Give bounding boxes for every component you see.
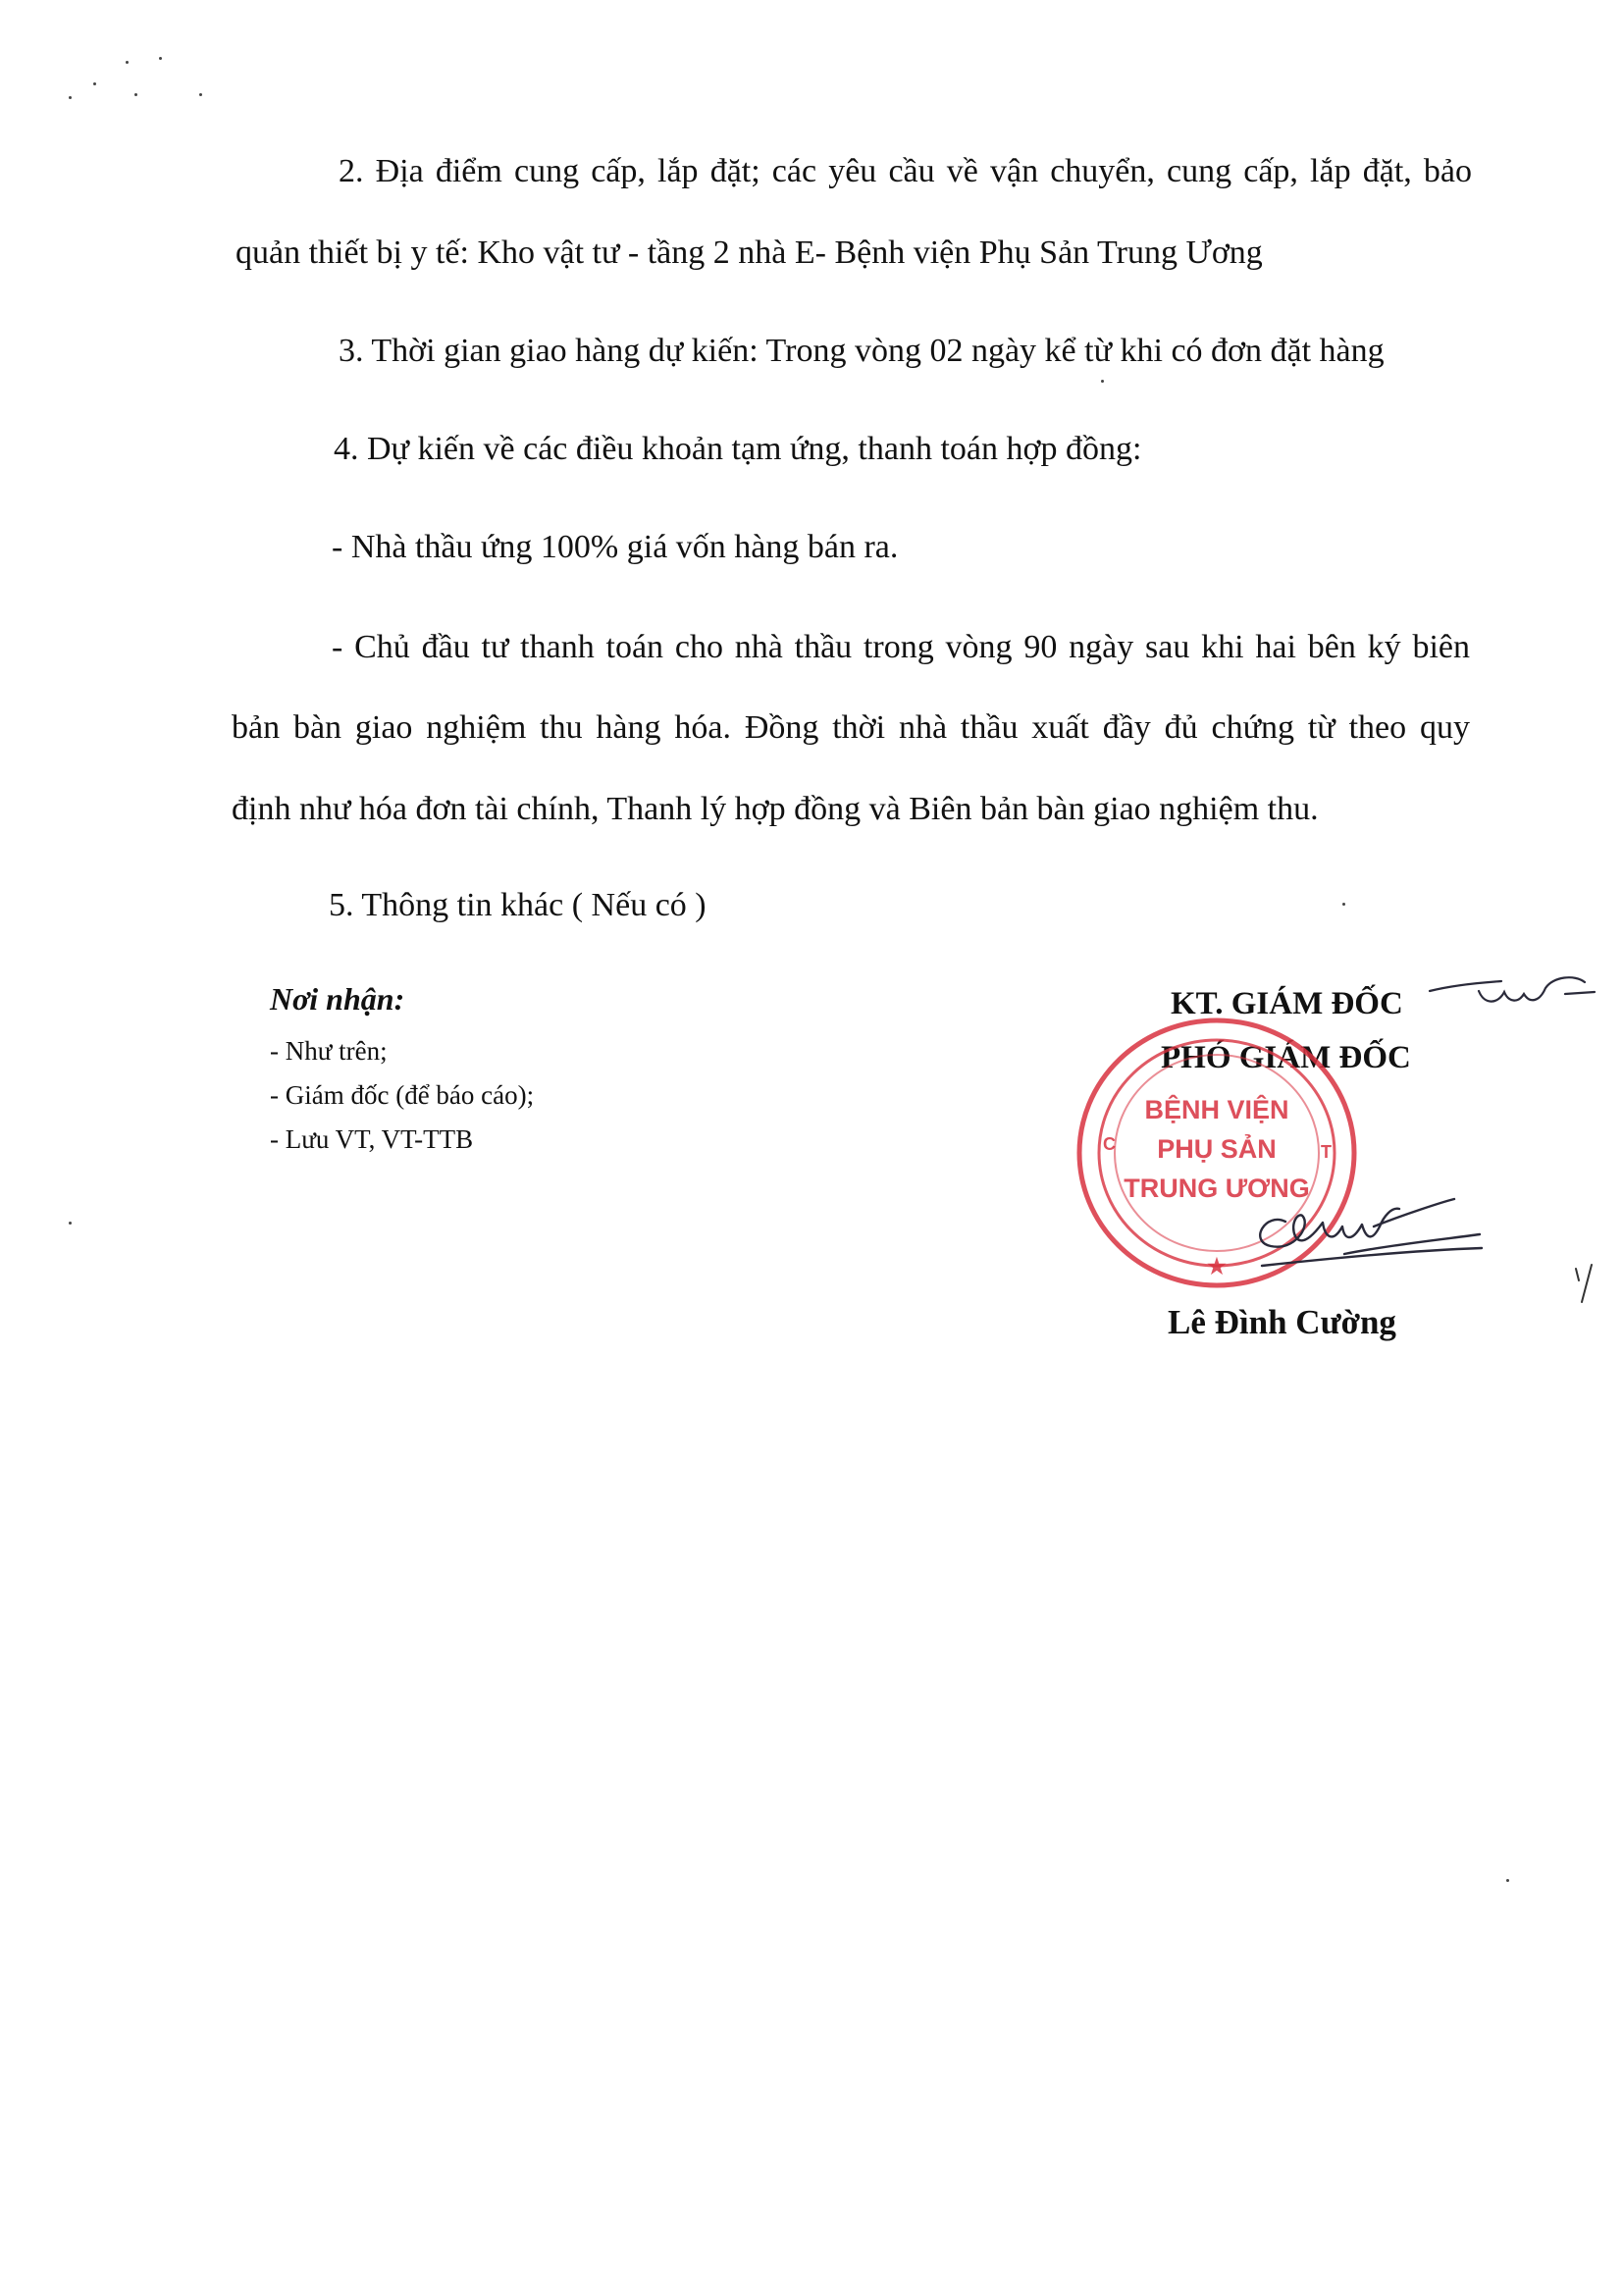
recipients-title: Nơi nhận: — [270, 981, 405, 1017]
paragraph-4-item-2-line-1: - Chủ đầu tư thanh toán cho nhà thầu trong vòng 90 ngày sau khi hai bên ký biên — [332, 629, 1470, 665]
scan-speck — [93, 82, 96, 85]
stamp-text-line-1: BỆNH VIỆN — [1144, 1095, 1289, 1124]
paragraph-2-line-1: 2. Địa điểm cung cấp, lắp đặt; các yêu cầu về vận chuyển, cung cấp, lắp đặt, bảo — [339, 153, 1472, 189]
scan-speck — [69, 96, 72, 99]
paragraph-2-line-2: quản thiết bị y tế: Kho vật tư - tầng 2 nhà E- Bệnh viện Phụ Sản Trung Ương — [236, 235, 1263, 271]
recipient-item: - Như trên; — [270, 1036, 388, 1066]
paragraph-3: 3. Thời gian giao hàng dự kiến: Trong vòng 02 ngày kể từ khi có đơn đặt hàng — [339, 333, 1385, 369]
stamp-text-line-2: PHỤ SẢN — [1157, 1134, 1277, 1164]
stamp-star-icon: ★ — [1207, 1254, 1227, 1278]
handwritten-signature — [1227, 1148, 1501, 1285]
paragraph-4-item-2-line-3: định như hóa đơn tài chính, Thanh lý hợp đồng và Biên bản bàn giao nghiệm thu. — [232, 791, 1319, 827]
paragraph-4-item-2-line-2: bản bàn giao nghiệm thu hàng hóa. Đồng thời nhà thầu xuất đầy đủ chứng từ theo quy — [232, 709, 1470, 746]
signer-name: Lê Đình Cường — [1168, 1303, 1396, 1341]
stamp-side-mark: T — [1321, 1142, 1332, 1162]
paragraph-5: 5. Thông tin khác ( Nếu có ) — [329, 887, 707, 923]
scan-speck — [126, 61, 129, 64]
paragraph-4-item-1: - Nhà thầu ứng 100% giá vốn hàng bán ra. — [332, 529, 899, 565]
paraph-mark — [1428, 966, 1599, 1016]
paragraph-4: 4. Dự kiến về các điều khoản tạm ứng, thanh toán hợp đồng: — [334, 431, 1142, 467]
signer-title-line-2: PHÓ GIÁM ĐỐC — [1161, 1040, 1411, 1075]
scan-speck — [199, 93, 202, 96]
stamp-text-line-3: TRUNG ƯƠNG — [1124, 1174, 1310, 1203]
scan-speck — [1342, 903, 1345, 906]
scan-speck — [1101, 380, 1104, 383]
scan-speck — [69, 1222, 72, 1225]
recipient-item: - Giám đốc (để báo cáo); — [270, 1080, 535, 1110]
signer-title-line-1: KT. GIÁM ĐỐC — [1171, 986, 1403, 1021]
margin-mark — [1570, 1261, 1597, 1308]
stamp-side-mark: C — [1103, 1134, 1116, 1154]
scan-speck — [159, 57, 162, 60]
scan-speck — [1506, 1879, 1509, 1882]
recipient-item: - Lưu VT, VT-TTB — [270, 1124, 474, 1154]
scan-speck — [134, 93, 137, 96]
